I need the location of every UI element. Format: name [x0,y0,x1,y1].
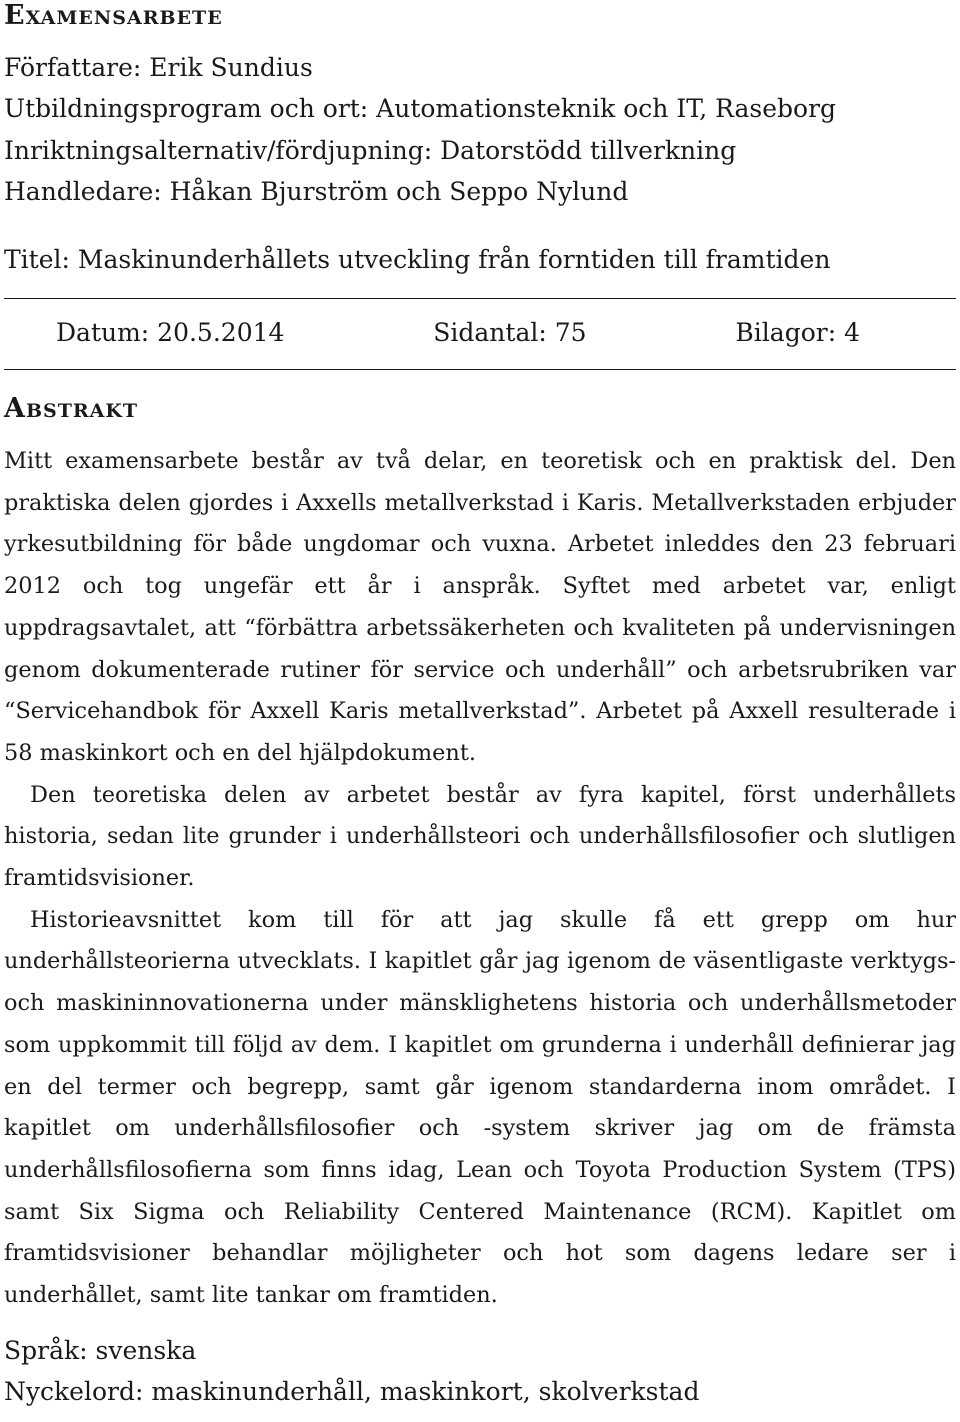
abstrakt-heading: Abstrakt [4,393,139,424]
title-line: Titel: Maskinunderhållets utveckling från forntiden till framtiden [4,245,831,274]
language-line: Språk: svenska [4,1336,197,1365]
document-stats-row [56,318,860,348]
abstract-paragraph-2: Den teoretiska delen av arbetet består av fyra kapitel, först underhållets historia, sedan lite grunder i underhållsteori och underhållsfilosofier och slutligen framtidsvisioner. [4,781,956,892]
author-line: Författare: Erik Sundius [4,53,313,82]
appendices-field: Bilagor: 4 [735,318,860,347]
page-count-field: Sidantal: 75 [433,318,587,347]
examensarbete-heading: Examensarbete [4,0,223,31]
abstract-paragraph-3: Historieavsnittet kom till för att jag skulle få ett grepp om hur underhållsteorierna utvecklats. I kapitlet går jag igenom de väsentligaste verktygs- och maskininnovationerna under mänsklighetens historia och underhållsmetoder som uppkommit till följd av dem. I kapitlet om grunderna i underhåll definierar jag en del termer och begrepp, samt går igenom standarderna inom området. I kapitlet om underhållsfilosofier och -system skriver jag om de främsta underhållsfilosofierna som finns idag, Lean och Toyota Production System (TPS) samt Six Sigma och Reliability Centered Maintenance (RCM). Kapitlet om framtidsvisioner behandlar möjligheter och hot som dagens ledare ser i underhållet, samt lite tankar om framtiden. [4,906,956,1309]
specialization-line: Inriktningsalternativ/fördjupning: Datorstödd tillverkning [4,136,737,165]
abstract-body [4,441,956,1317]
program-line: Utbildningsprogram och ort: Automationsteknik och IT, Raseborg [4,94,837,123]
date-field: Datum: 20.5.2014 [56,318,285,347]
abstract-paragraph-1: Mitt examensarbete består av två delar, en teoretisk och en praktisk del. Den praktiska delen gjordes i Axxells metallverkstad i Karis. Metallverkstaden erbjuder yrkesutbildning för både ungdomar och vuxna. Arbetet inleddes den 23 februari 2012 och tog ungefär ett år i anspråk. Syftet med arbetet var, enligt uppdragsavtalet, att “förbättra arbetssäkerheten och kvaliteten på undervisningen genom dokumenterade rutiner för service och underhåll” och arbetsrubriken var “Servicehandbok för Axxell Karis metallverkstad”. Arbetet på Axxell resulterade i 58 maskinkort och en del hjälpdokument. [4,448,956,766]
supervisors-line: Handledare: Håkan Bjurström och Seppo Nylund [4,177,629,206]
top-divider [4,298,956,299]
keywords-line: Nyckelord: maskinunderhåll, maskinkort, skolverkstad [4,1377,700,1406]
bottom-divider [4,369,956,370]
